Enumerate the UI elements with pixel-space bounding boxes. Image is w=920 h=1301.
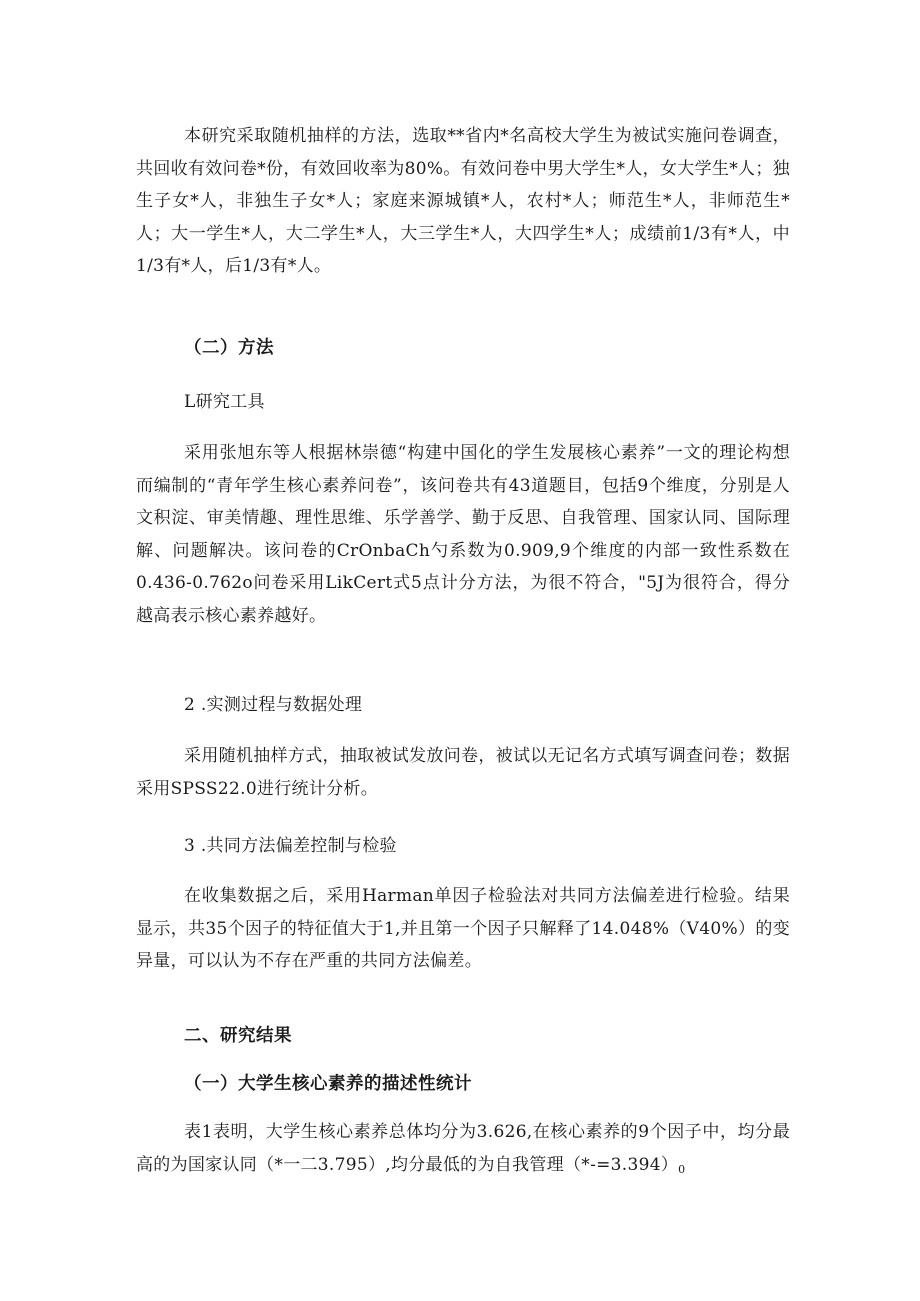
- paragraph-descriptive-results-tail: 0: [678, 1162, 686, 1176]
- paragraph-research-tools: 采用张旭东等人根据林崇德“构建中国化的学生发展核心素养”一文的理论构想而编制的“青年学生核心素养问卷”，该问卷共有43道题目，包括9个维度，分别是人文积淀、审美情趣、理性思维、乐学善学、勤于反思、自我管理、国家认同、国际理解、问题解决。该问卷的CrOnbaCh勺系数为0.909,9个维度的内部一致性系数在0.436-0.762o问卷采用LikCert式5点计分方法，为很不符合，"5J为很符合，得分越高表示核心素养越好。: [136, 443, 790, 626]
- paragraph-measurement-process: 采用随机抽样方式，抽取被试发放问卷，被试以无记名方式填写调查问卷；数据采用SPSS22.0进行统计分析。: [136, 746, 790, 799]
- subheading-common-method-bias: 3 .共同方法偏差控制与检验: [184, 836, 397, 856]
- heading-research-results: 二、研究结果: [184, 1026, 292, 1046]
- subheading-measurement-process: 2 .实测过程与数据处理: [184, 695, 363, 715]
- heading-descriptive-statistics: （一）大学生核心素养的描述性统计: [184, 1074, 472, 1094]
- heading-methods: （二）方法: [184, 338, 274, 358]
- paragraph-descriptive-results: [136, 1116, 790, 1186]
- subheading-research-tools: L研究工具: [184, 392, 265, 412]
- paragraph-sample-description: 本研究采取随机抽样的方法，选取**省内*名高校大学生为被试实施问卷调查，共回收有效问卷*份，有效回收率为80%。有效问卷中男大学生*人，女大学生*人；独生子女*人，非独生子女*人；家庭来源城镇*人，农村*人；师范生*人，非师范生*人；大一学生*人，大二学生*人，大三学生*人，大四学生*人；成绩前1/3有*人，中1/3有*人，后1/3有*人。: [136, 126, 790, 276]
- paragraph-common-method-bias: 在收集数据之后，采用Harman单因子检验法对共同方法偏差进行检验。结果显示，共35个因子的特征值大于1,并且第一个因子只解释了14.048%（V40%）的变异量，可以认为不存在严重的共同方法偏差。: [136, 886, 790, 971]
- paragraph-descriptive-results-text: 表1表明，大学生核心素养总体均分为3.626,在核心素养的9个因子中，均分最高的为国家认同（*一二3.795）,均分最低的为自我管理（*-=3.394）: [136, 1122, 790, 1175]
